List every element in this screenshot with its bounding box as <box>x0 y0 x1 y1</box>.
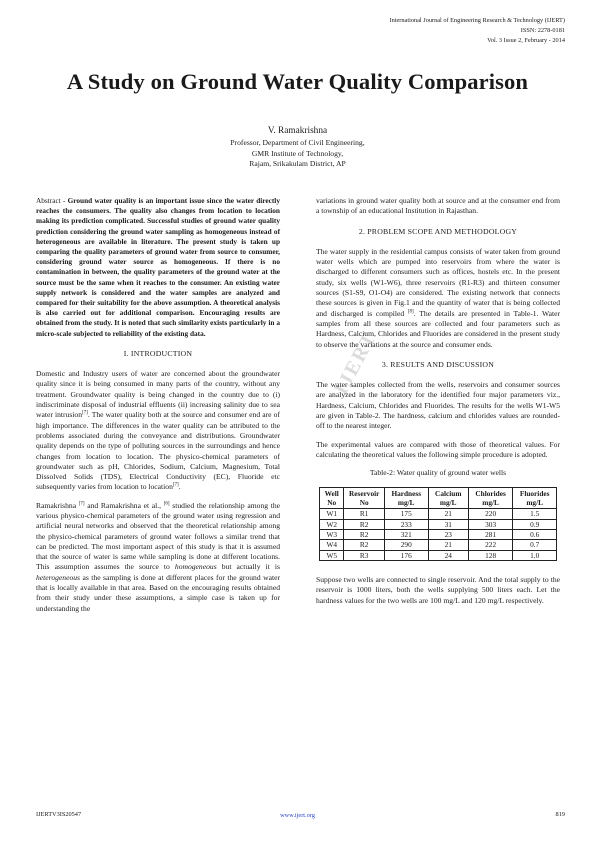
abstract-lead: Abstract - <box>36 196 68 205</box>
table-header-cell: Chlorides mg/L <box>468 487 512 509</box>
intro-text: studied the relationship among the various physico-chemical parameters of the ground water using regression and artificial neural networks and observed that the theoretical relationship among the physico-chemical parameters of ground water follows a similar trend that can be predicted. The most important aspect of this study is that it is assumed that the source of water is same while sampling is done at different locations. This assumption assumes the source to <box>36 500 280 572</box>
table-row <box>320 519 557 529</box>
table-cell: 31 <box>428 519 468 529</box>
table-cell: W1 <box>320 509 344 519</box>
section-heading-methodology: 2. PROBLEM SCOPE AND METHODOLOGY <box>358 226 518 236</box>
table-cell: 1.0 <box>513 550 557 560</box>
table-cell: 303 <box>468 519 512 529</box>
section-heading-introduction: I. INTRODUCTION <box>123 348 193 358</box>
citation: [7] <box>82 410 88 416</box>
table-row <box>320 529 557 539</box>
paper-title: A Study on Ground Water Quality Comparison <box>66 69 529 94</box>
table-cell: 24 <box>428 550 468 560</box>
author-affiliation-2: GMR Institute of Technology, <box>251 148 344 158</box>
table-cell: W3 <box>320 529 344 539</box>
water-quality-table <box>319 487 557 562</box>
scope-paragraph <box>316 247 560 350</box>
table-cell: 21 <box>428 509 468 519</box>
table-cell: 281 <box>468 529 512 539</box>
italic-term: homogeneous <box>174 562 217 572</box>
citation: [8] <box>407 309 414 315</box>
table-cell: 23 <box>428 529 468 539</box>
table-cell: 0.9 <box>513 519 557 529</box>
author-affiliation-1: Professor, Department of Civil Engineering, <box>230 138 365 148</box>
italic-term: heterogeneous <box>36 572 81 582</box>
section-heading-results: 3. RESULTS AND DISCUSSION <box>381 359 495 369</box>
ijert-watermark: IJERT <box>330 327 382 399</box>
table-header-row <box>320 487 557 509</box>
table-cell: R2 <box>344 529 385 539</box>
page-number: 819 <box>555 811 565 818</box>
author-name: V. Ramakrishna <box>267 126 328 136</box>
journal-issn: ISSN: 2278-0181 <box>520 27 565 34</box>
table-cell: W5 <box>320 550 344 560</box>
table-cell: 222 <box>468 540 512 550</box>
table-cell: R3 <box>344 550 385 560</box>
table-cell: 176 <box>384 550 428 560</box>
scope-text: The water supply in the residential campus consists of water taken from ground water wells which are pumped into reservoirs from where the water is discharged to different consumers such as offices, hostels etc. In the present study, six wells (W1-W6), three reservoirs (R1-R3) and thirteen consumer sources (S1-S9, O1-O4) are considered. The existing network that connects these sources is given in Fig.1 and the quantity of water that is being collected and discharged is compiled <box>316 246 560 318</box>
continued-paragraph: variations in ground water quality both at source and at the consumer end from a township of an educational Institution in Rajasthan. <box>316 196 560 216</box>
table-header-cell: Well No <box>320 487 344 509</box>
intro-paragraph-2 <box>36 501 280 614</box>
intro-text: Domestic and Industry users of water are concerned about the groundwater quality since it is being consumed in many parts of the country, without any treatment. Groundwater quality is being changed in the country due to (i) indiscriminate disposal of industrial effluents (ii) increasing salinity due to sea water intrusion <box>36 369 280 420</box>
table-cell: 0.7 <box>513 540 557 550</box>
table-header-cell: Calcium mg/L <box>428 487 468 509</box>
table-row <box>320 550 557 560</box>
table-cell: 290 <box>384 540 428 550</box>
table-cell: R2 <box>344 519 385 529</box>
table-header-cell: Reservoir No <box>344 487 385 509</box>
intro-text: . <box>178 482 181 492</box>
intro-text: as the sampling is done at different places for the ground water that is locally available in that area. Based on the encouraging results obtained from their study under these assumptions, a simple case is taken up for understanding the <box>36 572 280 613</box>
table-cell: 128 <box>468 550 512 560</box>
abstract <box>36 196 280 339</box>
table-cell: W2 <box>320 519 344 529</box>
author-affiliation-3: Rajam, Srikakulam District, AP <box>249 158 346 168</box>
table-cell: W4 <box>320 540 344 550</box>
journal-header <box>305 16 565 46</box>
left-column <box>36 196 280 622</box>
table-cell: R2 <box>344 540 385 550</box>
citation: [6] <box>163 501 170 507</box>
journal-website-link[interactable]: www.ijert.org <box>280 812 315 819</box>
intro-text: and Ramakrishna et al., <box>84 500 164 510</box>
author-block <box>0 126 595 169</box>
table-header-cell: Fluorides mg/L <box>513 487 557 509</box>
table-cell: 1.5 <box>513 509 557 519</box>
intro-paragraph-1 <box>36 369 280 493</box>
journal-name: International Journal of Engineering Research & Technology (IJERT) <box>389 17 565 24</box>
paper-id: IJERTV3IS20547 <box>36 811 82 818</box>
results-paragraph-1: The water samples collected from the wells, reservoirs and consumer sources are analyzed in the laboratory for the identified four major parameters viz., Hardness, Calcium, Chlorides and Fluorides. The results for the wells W1-W5 are given in Table-2. The hardness, calcium and chlorides values are rounded-off to the nearest integer. <box>316 380 560 431</box>
intro-text: Ramakrishna <box>36 500 79 510</box>
table-cell: 220 <box>468 509 512 519</box>
table-row <box>320 540 557 550</box>
scope-text: . The details are presented in Table-1. Water samples from all these sources are collected and four parameters such as Hardness, Calcium, Chlorides and Fluorides are considered in the present study to observe the variations at the source and consumer ends. <box>316 308 560 349</box>
table-header-cell: Hardness mg/L <box>384 487 428 509</box>
results-paragraph-3: Suppose two wells are connected to single reservoir. And the total supply to the reservoir is 1000 liters, both the wells supplying 500 liters each. Let the hardness values for the two wells are 100 mg/L and 120 mg/L respectively. <box>316 575 560 605</box>
table-cell: 233 <box>384 519 428 529</box>
results-paragraph-2: The experimental values are compared with those of theoretical values. For calculating the theoretical values the following simple procedure is adopted. <box>316 439 560 459</box>
table-cell: 0.6 <box>513 529 557 539</box>
table-caption: Table-2: Water quality of ground water wells <box>369 468 507 478</box>
intro-text: . The water quality both at the source and consumer end are of high importance. The differences in the water quality can be attributed to the problems associated during the conveyance and distributions. Groundwater quality depends on the type of polluting sources in the surroundings and hence changes from location to location. The physico-chemical parameters of groundwater such as pH, Chlorides, Sodium, Calcium, Magnesium, Total Dissolved Solids (TDS), Electrical Conductivity (EC), Fluoride etc subsequently varies from location to location <box>36 410 280 492</box>
table-cell: 175 <box>384 509 428 519</box>
table-row <box>320 509 557 519</box>
abstract-body: Ground water quality is an important issue since the water directly reaches the consumers. The quality also changes from location to location making its prediction complicated. Successful studies of ground water quality prediction considering the ground water sampling as homogeneous instead of heterogeneous are available in literature. The present study is taken up comparing the quality parameters of ground water from source to consumer, considering ground water source as homogeneous. If there is no contamination in between, the quality parameters of the ground water at the source must be the same when it reaches to the consumer. An existing water supply network is considered and the water samples are analyzed and compared for their suitability for the above assumption. A theoretical analysis is also carried out for additional comparison. Encouraging results are obtained from the study. It is noted that such similarity exists particularly in a micro-scale subjected to reliability of the existing data. <box>36 196 280 338</box>
journal-volume: Vol. 3 Issue 2, February - 2014 <box>487 37 565 44</box>
table-cell: 21 <box>428 540 468 550</box>
right-column <box>316 196 560 614</box>
table-cell: R1 <box>344 509 385 519</box>
intro-text: but actually it is <box>216 562 280 572</box>
footer-center <box>0 812 595 819</box>
table-cell: 321 <box>384 529 428 539</box>
citation: [7] <box>78 501 85 507</box>
citation: [7] <box>172 482 179 488</box>
